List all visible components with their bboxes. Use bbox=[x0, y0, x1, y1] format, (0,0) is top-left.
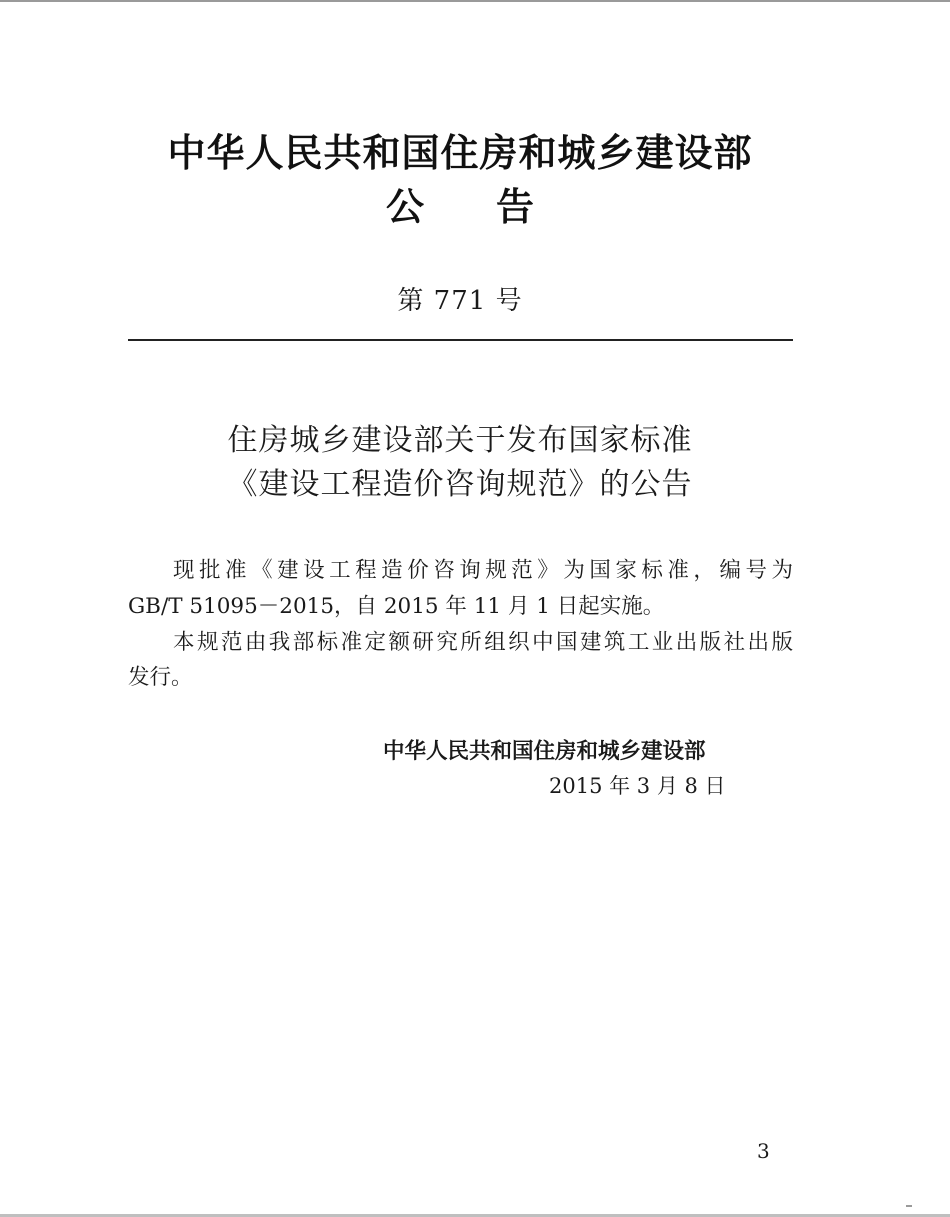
body-paragraph-1-line-1: 现批准《建设工程造价咨询规范》为国家标准，编号为 bbox=[173, 558, 793, 583]
header-rule bbox=[128, 339, 793, 341]
document-number: 第 771 号 bbox=[397, 286, 523, 316]
subject-line-2: 《建设工程造价咨询规范》的公告 bbox=[227, 467, 693, 502]
subject-line-1: 住房城乡建设部关于发布国家标准 bbox=[227, 423, 693, 458]
body-paragraph-2-line-1: 本规范由我部标准定额研究所组织中国建筑工业出版社出版 bbox=[173, 630, 793, 655]
page-number: 3 bbox=[757, 1139, 770, 1163]
announcement-heading: 公告 bbox=[385, 185, 606, 229]
signature-date: 2015 年 3 月 8 日 bbox=[549, 774, 726, 798]
signer: 中华人民共和国住房和城乡建设部 bbox=[383, 739, 706, 764]
issuer-heading: 中华人民共和国住房和城乡建设部 bbox=[167, 131, 753, 175]
body-paragraph-2-line-2: 发行。 bbox=[128, 665, 193, 690]
scan-corner-mark bbox=[906, 1205, 912, 1207]
body-paragraph-1-line-2: GB/T 51095－2015，自 2015 年 11 月 1 日起实施。 bbox=[128, 594, 665, 619]
